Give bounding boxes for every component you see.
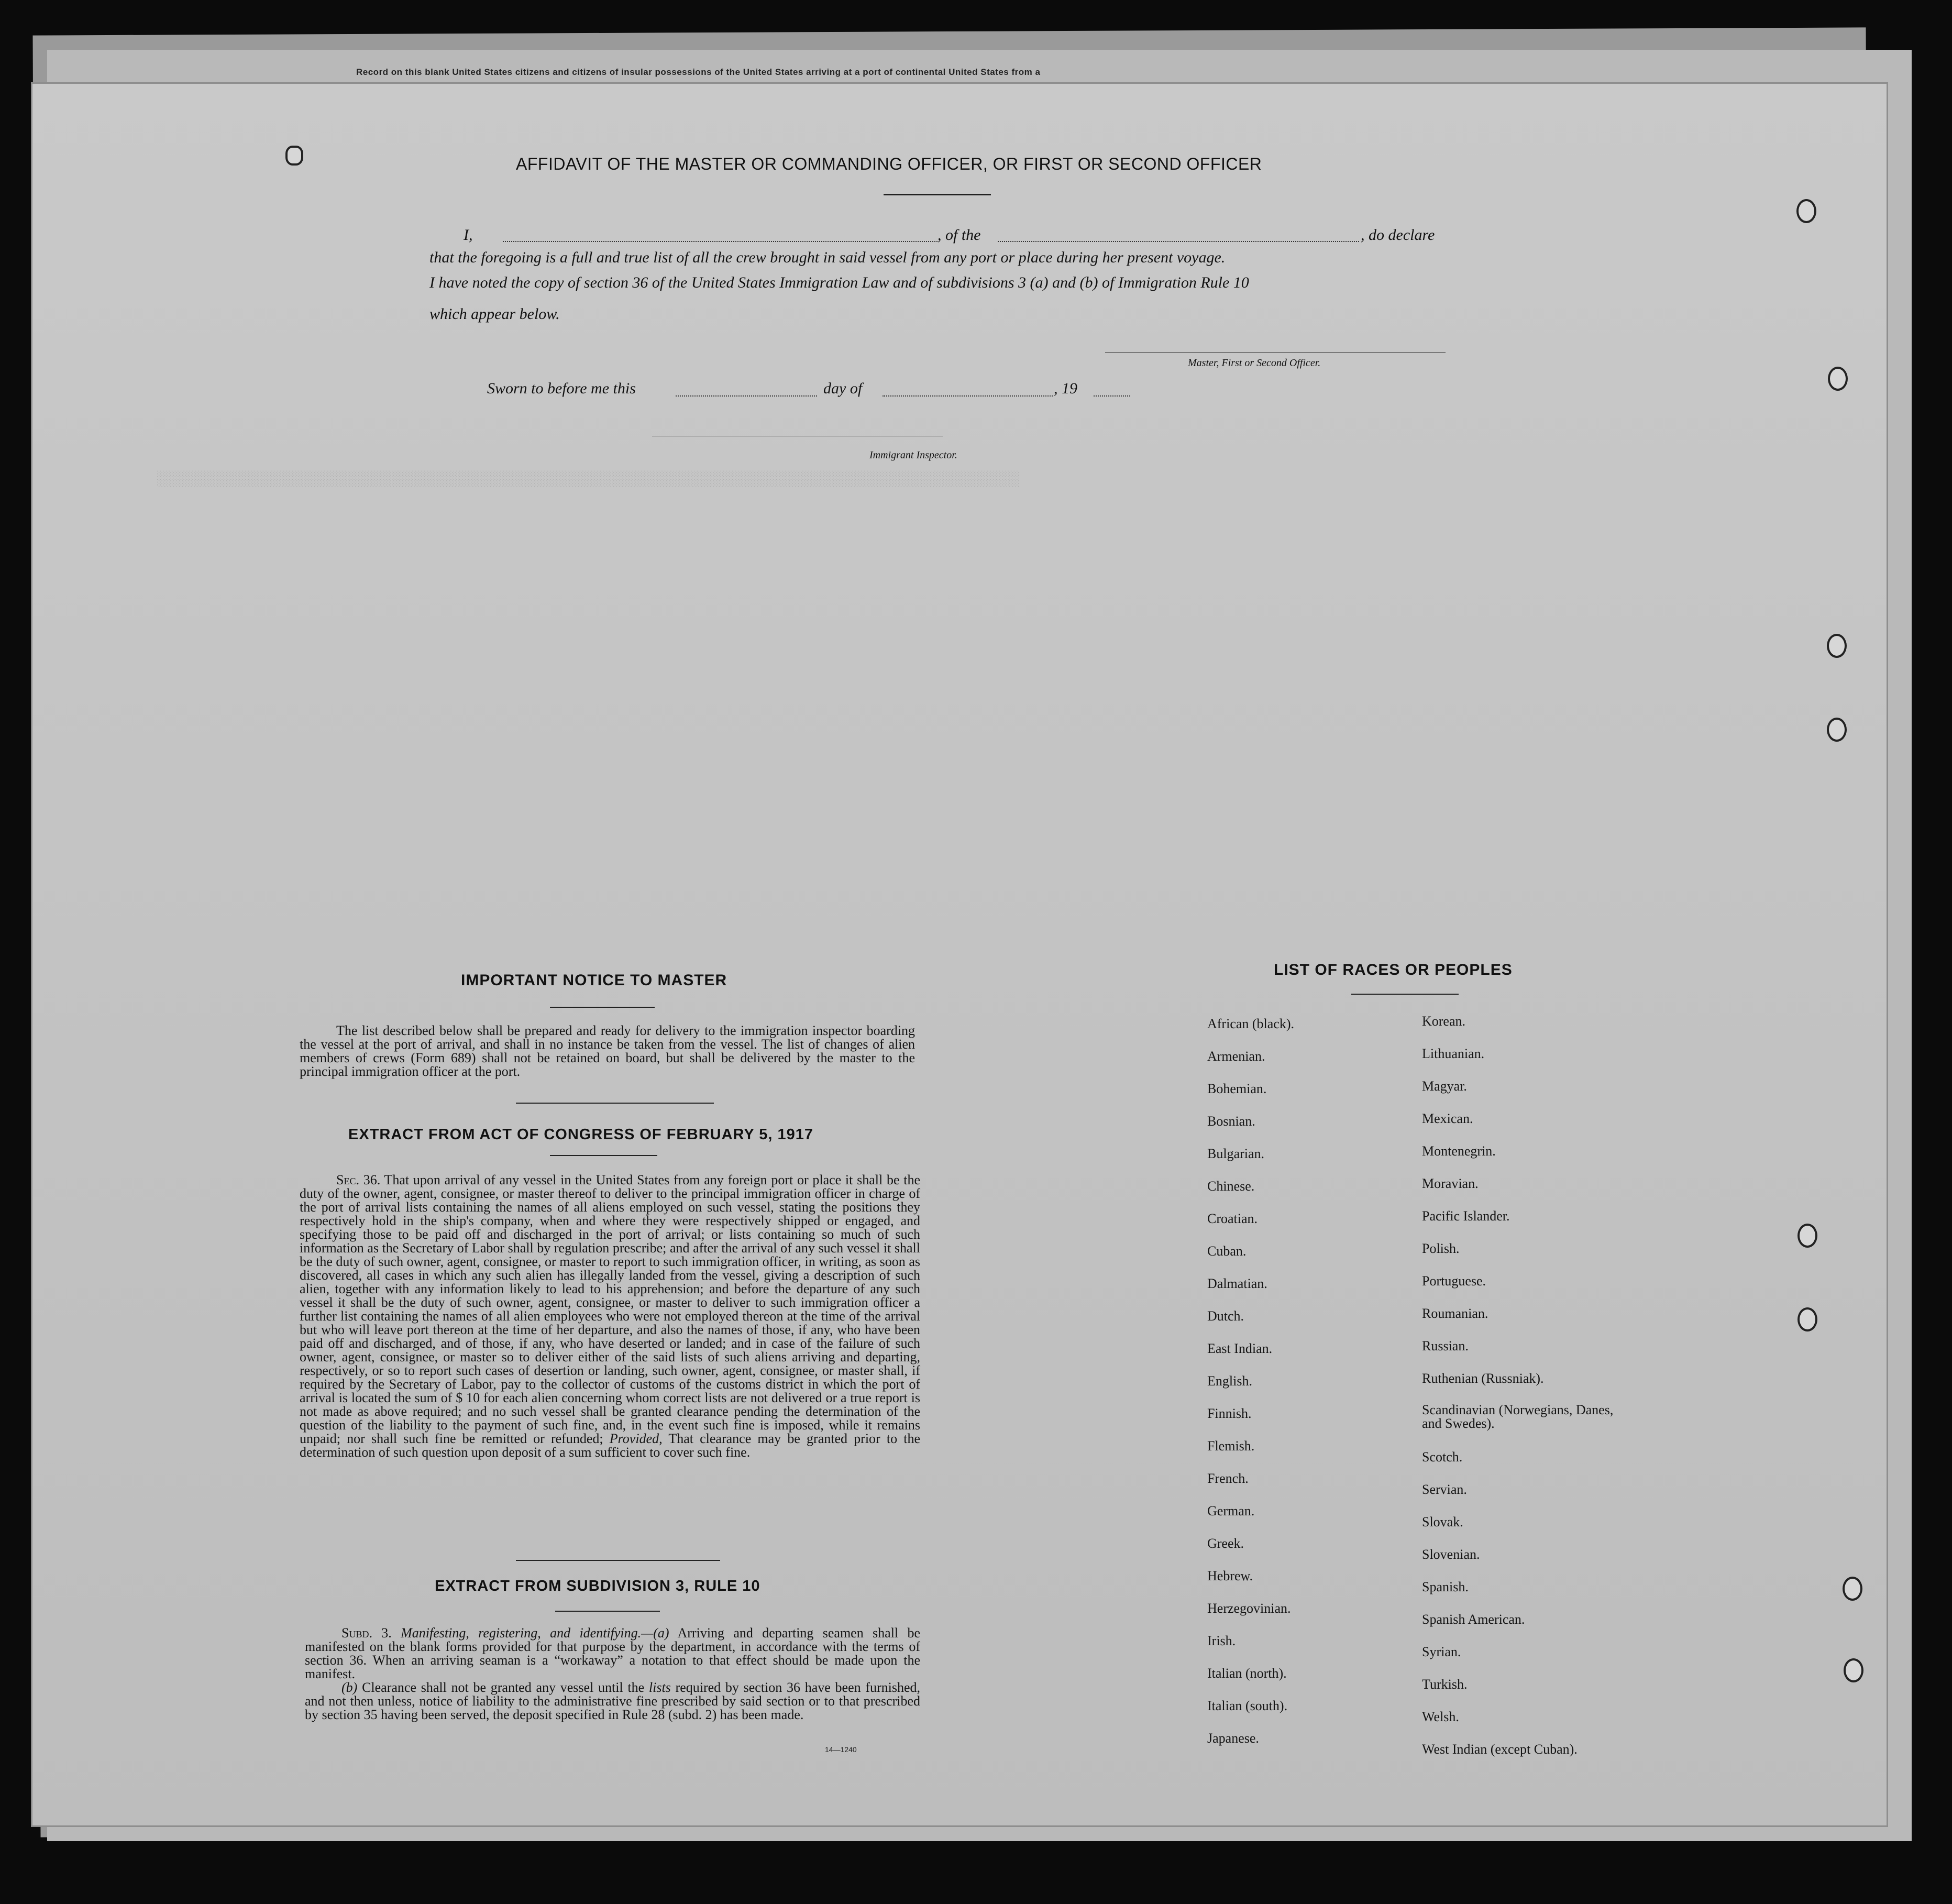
race-item: Italian (north). <box>1207 1666 1287 1681</box>
race-item: Slovak. <box>1422 1514 1463 1529</box>
notice-text <box>300 1024 915 1078</box>
rule10-subd-heading: Manifesting, registering, and identifying.—(a) <box>401 1625 669 1641</box>
punch-hole-2 <box>1796 199 1816 223</box>
form-number: 14—1240 <box>825 1745 857 1754</box>
rule10-subd-label: Subd. 3. <box>341 1625 392 1641</box>
race-item: Bulgarian. <box>1207 1146 1265 1161</box>
punch-hole-9 <box>1844 1658 1863 1682</box>
master-signature-line[interactable] <box>1105 352 1446 353</box>
race-item: Chinese. <box>1207 1179 1255 1194</box>
race-item: Polish. <box>1422 1241 1460 1256</box>
race-item: Servian. <box>1422 1482 1467 1497</box>
race-item: East Indian. <box>1207 1341 1273 1356</box>
rule10-title: EXTRACT FROM SUBDIVISION 3, RULE 10 <box>435 1578 760 1594</box>
notice-end-rule <box>516 1103 714 1104</box>
race-item: Roumanian. <box>1422 1306 1488 1321</box>
race-item: Greek. <box>1207 1536 1244 1551</box>
act-body-end: That clearance may be granted prior to the determination of such question upon deposit of a sum sufficient to cover such fine. <box>300 1431 921 1460</box>
punch-hole-1 <box>285 146 303 166</box>
rule10-title-rule <box>555 1611 660 1612</box>
vessel-name-field[interactable] <box>998 241 1359 242</box>
race-item: Finnish. <box>1207 1406 1252 1421</box>
race-item: Magyar. <box>1422 1078 1467 1094</box>
race-item: Scotch. <box>1422 1449 1463 1465</box>
sworn-day-of: day of <box>823 380 863 397</box>
race-item: Montenegrin. <box>1422 1143 1496 1159</box>
affidavit-line1-declare: , do declare <box>1361 226 1435 244</box>
affidavit-title: AFFIDAVIT OF THE MASTER OR COMMANDING OFFICER, OR FIRST OR SECOND OFFICER <box>516 155 1262 173</box>
punch-hole-4 <box>1827 634 1847 658</box>
race-item: Mexican. <box>1422 1111 1473 1126</box>
punch-hole-5 <box>1827 718 1847 742</box>
affidavit-line1-of-the: , of the <box>938 226 981 244</box>
notice-title: IMPORTANT NOTICE TO MASTER <box>461 972 727 989</box>
race-item: French. <box>1207 1471 1249 1486</box>
rule10-text <box>305 1626 920 1722</box>
act-text <box>300 1173 920 1459</box>
race-item: Herzegovinian. <box>1207 1601 1291 1616</box>
races-column-2 <box>1422 1014 1631 1774</box>
race-item: Dalmatian. <box>1207 1276 1267 1291</box>
rule10-b-text-2: required by section 36 have been furnished, and not then unless, notice of liability to the administrative fine prescribed by said section or to that prescribed by section 35 having been served, the deposit specified in Rule 28 (subd. 2) has been made. <box>305 1680 921 1722</box>
race-item: Welsh. <box>1422 1709 1459 1724</box>
act-provided: Provided, <box>609 1431 663 1446</box>
race-item: Armenian. <box>1207 1049 1265 1064</box>
sworn-day-field[interactable] <box>676 395 817 397</box>
race-item: Bosnian. <box>1207 1114 1255 1129</box>
rule10-b-lists: lists <box>648 1680 671 1695</box>
race-item: Turkish. <box>1422 1677 1468 1692</box>
race-item: Italian (south). <box>1207 1698 1288 1713</box>
race-item: Dutch. <box>1207 1308 1244 1324</box>
races-title-rule <box>1351 994 1459 995</box>
race-item: Cuban. <box>1207 1243 1247 1259</box>
affidavit-line4: which appear below. <box>429 305 560 323</box>
inspector-label: Immigrant Inspector. <box>869 449 957 461</box>
race-item: Pacific Islander. <box>1422 1208 1510 1224</box>
race-item: Portuguese. <box>1422 1273 1486 1289</box>
notice-title-rule <box>550 1007 655 1008</box>
act-sec-label: Sec. 36. <box>336 1172 381 1187</box>
affidavit-line2: that the foregoing is a full and true list of all the crew brought in said vessel from any port or place during her present voyage. <box>429 249 1226 266</box>
race-item: Hebrew. <box>1207 1568 1253 1583</box>
race-item: Bohemian. <box>1207 1081 1267 1096</box>
race-item: West Indian (except Cuban). <box>1422 1742 1578 1757</box>
affidavit-line1-i: I, <box>464 226 473 244</box>
race-item: Ruthenian (Russniak). <box>1422 1371 1544 1386</box>
top-strip-text: Record on this blank United States citizens and citizens of insular possessions of the United States arriving at a port of continental United States from a <box>356 67 1041 77</box>
act-body: That upon arrival of any vessel in the United States from any foreign port or place it shall be the duty of the owner, agent, consignee, or master thereof to deliver to the principal immigration officer in charge of the port of arrival lists containing the names of all aliens employed on such vessel, stating the positions they respectively hold in the ship's company, when and where they were respectively shipped or engaged, and specifying those to be paid off and discharged in the port of arrival; or lists containing so much of such information as the Secretary of Labor shall by regulation prescribe; and after the arrival of any such vessel it shall be the duty of such owner, agent, consignee, or master to report to such immigration officer, in writing, as soon as discovered, all cases in which any such alien has illegally landed from the vessel, giving a description of such alien, together with any information likely to lead to his apprehension; and before the departure of any such vessel it shall be the duty of such owner, agent, consignee, or master to deliver to such immigration officer a further list containing the names of all alien employees who were not employed thereon at the time of the arrival but who will leave port thereon at the time of her departure, and also the names of those, if any, who have been paid off and discharged, and of those, if any, who have deserted or landed; and in case of the failure of such owner, agent, consignee, or master so to deliver either of the said lists of such aliens arriving and departing, respectively, or so to report such cases of desertion or landing, such owner, agent, consignee, or master shall, if required by the Secretary of Labor, pay to the collector of customs of the customs district in which the port of arrival is located the sum of $ 10 for each alien concerning whom correct lists are not delivered or a true report is not made as above required; and no such vessel shall be granted clearance pending the determination of the question of the liability to the payment of such fine, and, in the event such fine is imposed, while it remains unpaid; nor shall such fine be remitted or refunded; <box>300 1172 921 1446</box>
affidavit-title-rule <box>884 194 991 195</box>
race-item: Slovenian. <box>1422 1547 1480 1562</box>
punch-hole-8 <box>1843 1577 1862 1601</box>
master-name-field[interactable] <box>503 241 938 242</box>
race-item: Flemish. <box>1207 1438 1255 1454</box>
race-item: Russian. <box>1422 1338 1469 1353</box>
punch-hole-6 <box>1797 1224 1817 1248</box>
sworn-year: , 19 <box>1054 380 1077 397</box>
notice-paragraph: The list described below shall be prepared and ready for delivery to the immigration inspector boarding the vessel at the port of arrival, and shall in no instance be taken from the vessel. The list of changes of alien members of crews (Form 689) shall not be retained on board, but shall be delivered by the master to the principal immigration officer at the port. <box>300 1023 915 1079</box>
race-item: Scandinavian (Norwegians, Danes, and Swedes). <box>1422 1402 1614 1431</box>
race-item: Korean. <box>1422 1014 1466 1029</box>
bleed-through-1: ░░░░░░░░░░░░░░░░░░░░░░░░░░░░░░░░░░░░░░░░░░░░░░░░░░░░░░░░░░░░░░░░░░░░░░░░░░░░░░░░░░░░░░░░░░░░░░░░░░ <box>157 471 1020 488</box>
rule10-a-text: Arriving and departing seamen shall be manifested on the blank forms provided for that purpose by the department, in accordance with the terms of section 36. When an arriving seaman is a “workaway” a notation to that effect should be made upon the manifest. <box>305 1625 921 1681</box>
race-item: Spanish American. <box>1422 1612 1525 1627</box>
rule10-b-label: (b) <box>341 1680 358 1695</box>
races-column-1 <box>1207 1016 1294 1763</box>
sworn-month-field[interactable] <box>883 395 1053 397</box>
race-item: African (black). <box>1207 1016 1295 1031</box>
race-item: Syrian. <box>1422 1644 1461 1659</box>
affidavit-line3: I have noted the copy of section 36 of the United States Immigration Law and of subdivisions 3 (a) and (b) of Immigration Rule 10 <box>429 274 1249 291</box>
race-item: Spanish. <box>1422 1579 1469 1594</box>
race-item: Moravian. <box>1422 1176 1479 1191</box>
act-end-rule <box>516 1560 720 1561</box>
race-item: Croatian. <box>1207 1211 1258 1226</box>
act-title: EXTRACT FROM ACT OF CONGRESS OF FEBRUARY 5, 1917 <box>348 1126 814 1143</box>
races-title: LIST OF RACES OR PEOPLES <box>1274 961 1513 978</box>
race-item: English. <box>1207 1373 1252 1389</box>
race-item: Japanese. <box>1207 1731 1259 1746</box>
race-item: Lithuanian. <box>1422 1046 1485 1061</box>
punch-hole-7 <box>1797 1307 1817 1331</box>
master-signature-label: Master, First or Second Officer. <box>1188 357 1321 369</box>
rule10-b-text-1: Clearance shall not be granted any vessel until the <box>362 1680 645 1695</box>
act-title-rule <box>550 1155 657 1156</box>
punch-hole-3 <box>1828 367 1848 391</box>
race-item: German. <box>1207 1503 1255 1518</box>
sworn-year-field[interactable] <box>1094 395 1130 397</box>
race-item: Irish. <box>1207 1633 1236 1648</box>
sworn-prefix: Sworn to before me this <box>487 380 636 397</box>
